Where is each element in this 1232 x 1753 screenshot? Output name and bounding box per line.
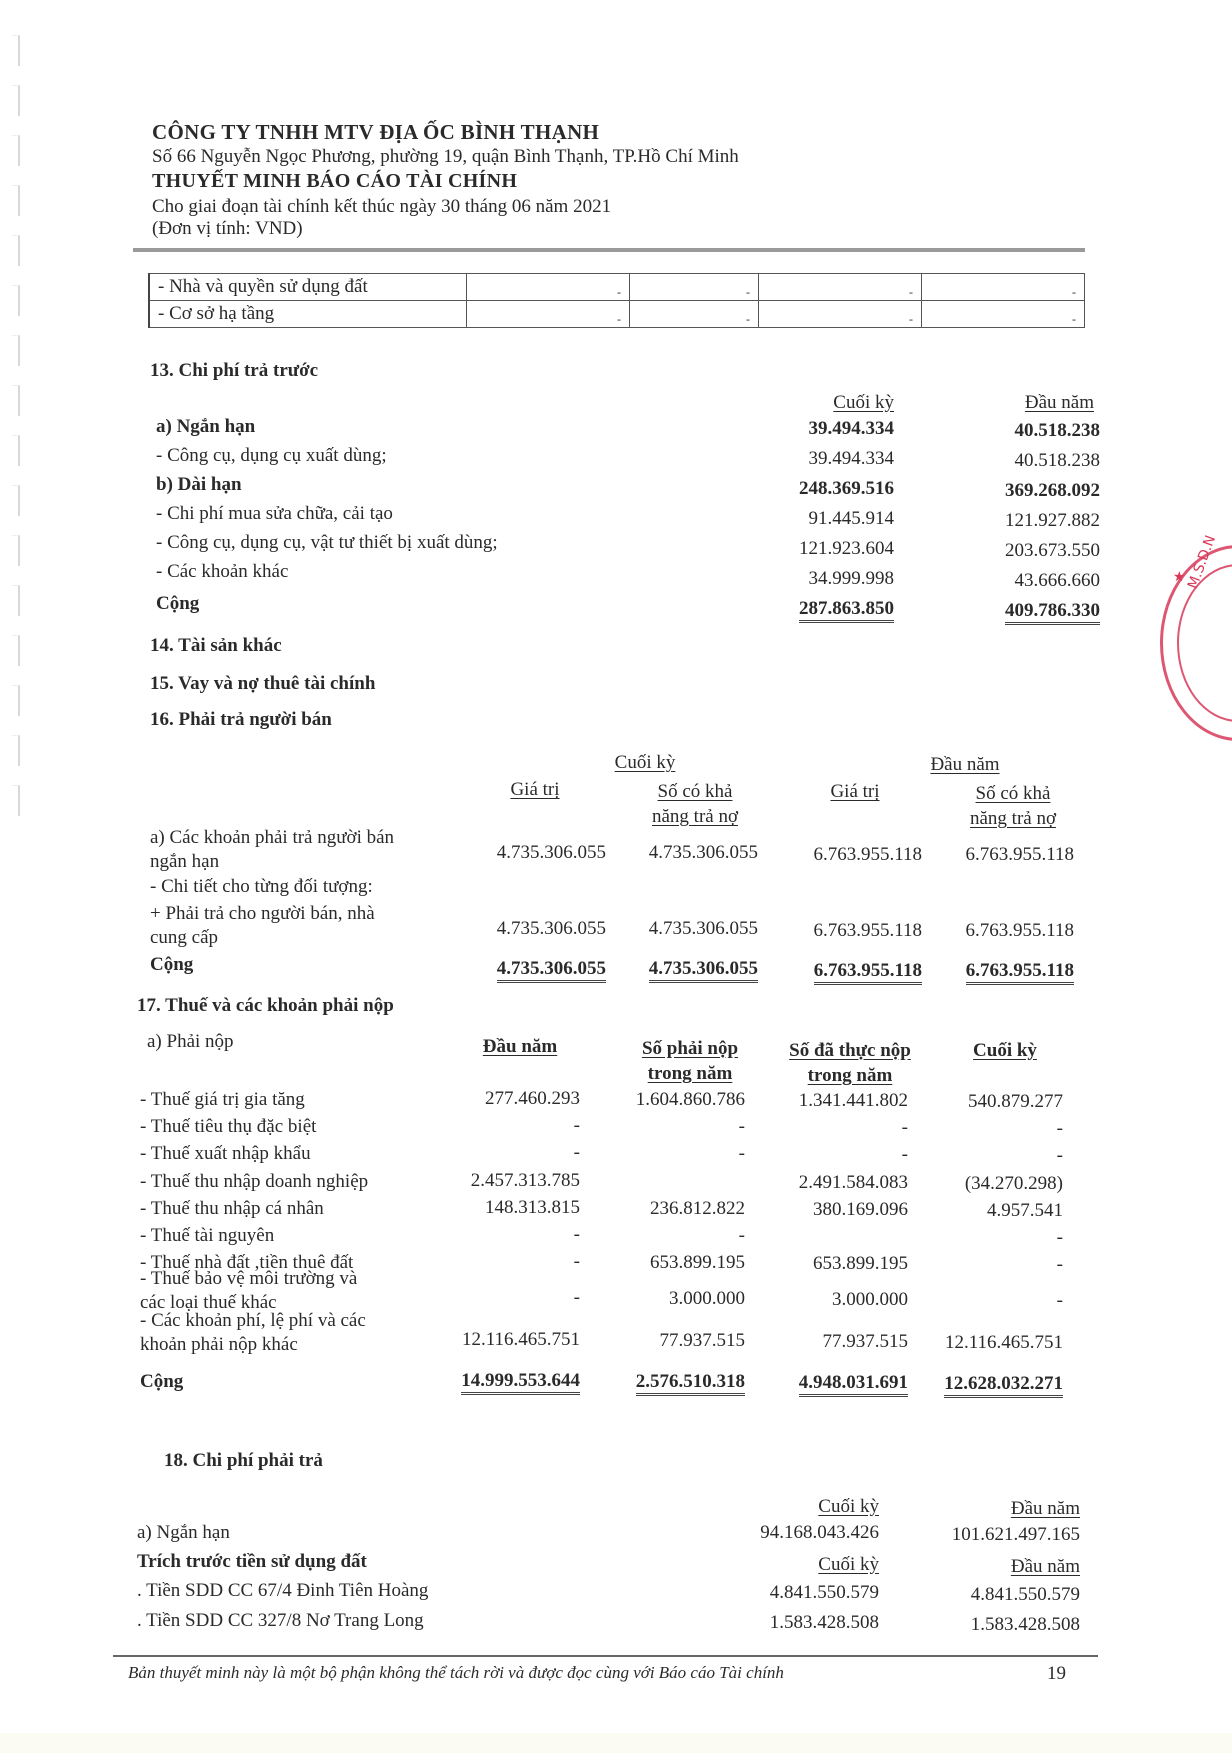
page-number: 19 — [1047, 1663, 1066, 1684]
binding-mark — [12, 235, 20, 266]
col-header-payable: Số có khả năng trả nợ — [651, 781, 739, 827]
cell: - — [573, 1287, 580, 1308]
row-label-total: Cộng — [140, 1371, 184, 1392]
row-label-total: Cộng — [156, 593, 200, 614]
total-cell: 4.948.031.691 — [799, 1372, 908, 1394]
cell: - — [630, 274, 759, 301]
section-18-title: 18. Chi phí phải trả — [164, 1450, 323, 1471]
cell: 12.116.465.751 — [944, 1332, 1063, 1353]
binding-mark — [12, 585, 20, 616]
value-end: 1.583.428.508 — [769, 1612, 879, 1633]
row-label: a) Các khoản phải trả người bán ngắn hạn — [150, 827, 395, 872]
scan-edge — [0, 1733, 1232, 1753]
value-end: 34.999.998 — [808, 568, 894, 589]
cell: - — [1056, 1254, 1063, 1275]
value-begin: 369.268.092 — [1005, 480, 1100, 501]
row-label: - Thuế thu nhập doanh nghiệp — [140, 1171, 369, 1192]
total-cell: 4.735.306.055 — [649, 958, 758, 983]
footer-note: Bản thuyết minh này là một bộ phận không thể tách rời và được đọc cùng với Báo cáo Tài chính — [128, 1663, 784, 1682]
cell: 380.169.096 — [813, 1199, 908, 1220]
cell: - — [1056, 1118, 1063, 1139]
binding-mark — [12, 435, 20, 466]
total-cell: 6.763.955.118 — [814, 960, 922, 985]
value-begin: 40.518.238 — [1014, 420, 1100, 441]
binding-mark — [12, 535, 20, 566]
cell: 3.000.000 — [832, 1289, 908, 1310]
col-header-paid: Số đã thực nộp trong năm — [789, 1040, 911, 1086]
cell: 77.937.515 — [659, 1330, 745, 1351]
cell: 4.735.306.055 — [496, 842, 606, 863]
company-name: CÔNG TY TNHH MTV ĐỊA ỐC BÌNH THẠNH — [152, 120, 600, 144]
cell: - — [901, 1144, 908, 1165]
binding-mark — [12, 185, 20, 216]
total-end: 287.863.850 — [799, 598, 894, 623]
binding-mark — [12, 285, 20, 316]
total-cell: 6.763.955.118 — [966, 960, 1074, 985]
cell: - — [901, 1117, 908, 1138]
row-label: . Tiền SDD CC 67/4 Đinh Tiên Hoàng — [137, 1580, 429, 1601]
section-14-title: 14. Tài sản khác — [150, 635, 282, 656]
row-label: - Thuế giá trị gia tăng — [140, 1089, 305, 1110]
value-begin: 1.583.428.508 — [970, 1614, 1080, 1635]
row-label: - Chi tiết cho từng đối tượng: — [150, 876, 373, 897]
row-label: - Chi phí mua sửa chữa, cải tạo — [156, 503, 393, 524]
col-header-begin: Đầu năm — [482, 1036, 558, 1057]
binding-mark — [12, 335, 20, 366]
row-label: - Thuế thu nhập cá nhân — [140, 1198, 324, 1219]
cell: 6.763.955.118 — [813, 844, 922, 865]
col-header-begin: Đầu năm — [1024, 392, 1094, 413]
row-label: + Phải trả cho người bán, nhà cung cấp — [150, 903, 375, 948]
binding-mark — [12, 135, 20, 166]
currency-unit: (Đơn vị tính: VND) — [152, 218, 303, 239]
col-header-payable: Số phải nộp trong năm — [641, 1038, 739, 1084]
col-header-value: Giá trị — [510, 779, 560, 800]
binding-mark — [12, 785, 20, 816]
value-end: 39.494.334 — [808, 418, 894, 439]
value-end: 91.445.914 — [808, 508, 894, 529]
company-address: Số 66 Nguyễn Ngọc Phương, phường 19, quận Bình Thạnh, TP.Hồ Chí Minh — [152, 146, 739, 167]
cell: 653.899.195 — [813, 1253, 908, 1274]
col-header-value: Giá trị — [830, 781, 880, 802]
cell: - — [573, 1115, 580, 1136]
cell: 77.937.515 — [822, 1331, 908, 1352]
cell: 4.735.306.055 — [496, 918, 606, 939]
cell: - — [467, 274, 630, 301]
binding-mark — [12, 85, 20, 116]
row-label: a) Ngắn hạn — [137, 1522, 230, 1543]
row-label: b) Dài hạn — [156, 474, 242, 495]
land-header: Trích trước tiền sử dụng đất — [137, 1551, 367, 1572]
cell: 4.735.306.055 — [648, 918, 758, 939]
section-15-title: 15. Vay và nợ thuê tài chính — [150, 673, 376, 694]
group-header-end: Cuối kỳ — [614, 752, 676, 773]
value-end: 4.841.550.579 — [769, 1582, 879, 1603]
row-label: - Công cụ, dụng cụ xuất dùng; — [156, 445, 387, 466]
total-cell: 14.999.553.644 — [461, 1370, 580, 1392]
row-label: . Tiền SDD CC 327/8 Nơ Trang Long — [137, 1610, 424, 1631]
cell: - — [738, 1143, 745, 1164]
value-end: 94.168.043.426 — [760, 1522, 879, 1543]
value-begin: 4.841.550.579 — [970, 1584, 1080, 1605]
col-header-end: Cuối kỳ — [818, 1496, 879, 1517]
value-end: 248.369.516 — [799, 478, 894, 499]
cell: - — [1056, 1290, 1063, 1311]
value-begin: 43.666.660 — [1014, 570, 1100, 591]
binding-mark — [12, 385, 20, 416]
total-cell: 2.576.510.318 — [636, 1371, 745, 1393]
asset-table — [148, 273, 1085, 328]
cell: - — [759, 301, 922, 328]
cell: - — [1056, 1145, 1063, 1166]
binding-mark — [12, 485, 20, 516]
row-label: - Thuế xuất nhập khẩu — [140, 1143, 311, 1164]
report-period: Cho giai đoạn tài chính kết thúc ngày 30 tháng 06 năm 2021 — [152, 196, 612, 217]
cell: 277.460.293 — [485, 1088, 580, 1109]
value-begin: 101.621.497.165 — [951, 1524, 1080, 1545]
cell: 148.313.815 — [485, 1197, 580, 1218]
col-header-end: Cuối kỳ — [818, 1554, 879, 1575]
row-label: a) Ngắn hạn — [156, 416, 256, 437]
binding-mark — [12, 735, 20, 766]
col-header-begin: Đầu năm — [1010, 1556, 1080, 1577]
footer-rule — [113, 1655, 1098, 1657]
cell: 653.899.195 — [650, 1252, 745, 1273]
col-header-end: Cuối kỳ — [833, 392, 894, 413]
section-17-title: 17. Thuế và các khoản phải nộp — [137, 995, 394, 1016]
cell: 12.116.465.751 — [461, 1329, 580, 1350]
cell: 6.763.955.118 — [813, 920, 922, 941]
cell: - — [738, 1225, 745, 1246]
cell: (34.270.298) — [964, 1173, 1063, 1194]
cell: 3.000.000 — [669, 1288, 745, 1309]
row-label-total: Cộng — [150, 954, 194, 975]
cell: 2.457.313.785 — [470, 1170, 580, 1191]
cell: - — [759, 274, 922, 301]
cell: - — [573, 1224, 580, 1245]
cell: - — [738, 1116, 745, 1137]
cell: 1.341.441.802 — [798, 1090, 908, 1111]
binding-mark — [12, 35, 20, 66]
col-header-begin: Đầu năm — [1010, 1498, 1080, 1519]
row-label: - Thuế bảo vệ môi trường và các loại thuế khác — [140, 1268, 358, 1313]
value-begin: 203.673.550 — [1005, 540, 1100, 561]
cell: 540.879.277 — [968, 1091, 1063, 1112]
stamp-text: ★ M.S.D.N — [1170, 533, 1220, 591]
row-label: - Cơ sở hạ tầng — [149, 301, 467, 328]
cell: 4.957.541 — [987, 1200, 1063, 1221]
value-begin: 40.518.238 — [1014, 450, 1100, 471]
cell: - — [573, 1142, 580, 1163]
sub-header: a) Phải nộp — [147, 1031, 234, 1052]
total-begin: 409.786.330 — [1005, 600, 1100, 625]
section-13-title: 13. Chi phí trả trước — [150, 360, 319, 381]
value-end: 121.923.604 — [799, 538, 894, 559]
report-title: THUYẾT MINH BÁO CÁO TÀI CHÍNH — [152, 170, 518, 192]
row-label: - Công cụ, dụng cụ, vật tư thiết bị xuất dùng; — [156, 532, 498, 553]
cell: - — [922, 301, 1085, 328]
cell: - — [573, 1251, 580, 1272]
row-label: - Các khoản khác — [156, 561, 289, 582]
cell: - — [467, 301, 630, 328]
cell: 2.491.584.083 — [798, 1172, 908, 1193]
cell: 6.763.955.118 — [965, 920, 1074, 941]
row-label: - Thuế tài nguyên — [140, 1225, 275, 1246]
total-cell: 4.735.306.055 — [497, 958, 606, 983]
table-row — [149, 301, 1085, 328]
row-label: - Các khoản phí, lệ phí và các khoản phải nộp khác — [140, 1310, 366, 1355]
row-label: - Nhà và quyền sử dụng đất — [149, 274, 467, 301]
group-header-begin: Đầu năm — [930, 754, 1000, 775]
binding-mark — [12, 635, 20, 666]
value-begin: 121.927.882 — [1005, 510, 1100, 531]
cell: - — [1056, 1227, 1063, 1248]
row-label: - Thuế tiêu thụ đặc biệt — [140, 1116, 317, 1137]
cell: 1.604.860.786 — [635, 1089, 745, 1110]
col-header-end: Cuối kỳ — [973, 1040, 1037, 1061]
cell: 6.763.955.118 — [965, 844, 1074, 865]
binding-mark — [12, 685, 20, 716]
cell: 236.812.822 — [650, 1198, 745, 1219]
value-end: 39.494.334 — [808, 448, 894, 469]
table-row — [149, 274, 1085, 301]
cell: 4.735.306.055 — [648, 842, 758, 863]
cell: - — [922, 274, 1085, 301]
cell: - — [630, 301, 759, 328]
row-label: - Thuế nhà đất ,tiền thuê đất — [140, 1252, 354, 1273]
section-16-title: 16. Phải trả người bán — [150, 709, 332, 730]
header-rule — [133, 248, 1085, 252]
total-cell: 12.628.032.271 — [944, 1373, 1063, 1395]
col-header-payable: Số có khả năng trả nợ — [969, 783, 1057, 829]
